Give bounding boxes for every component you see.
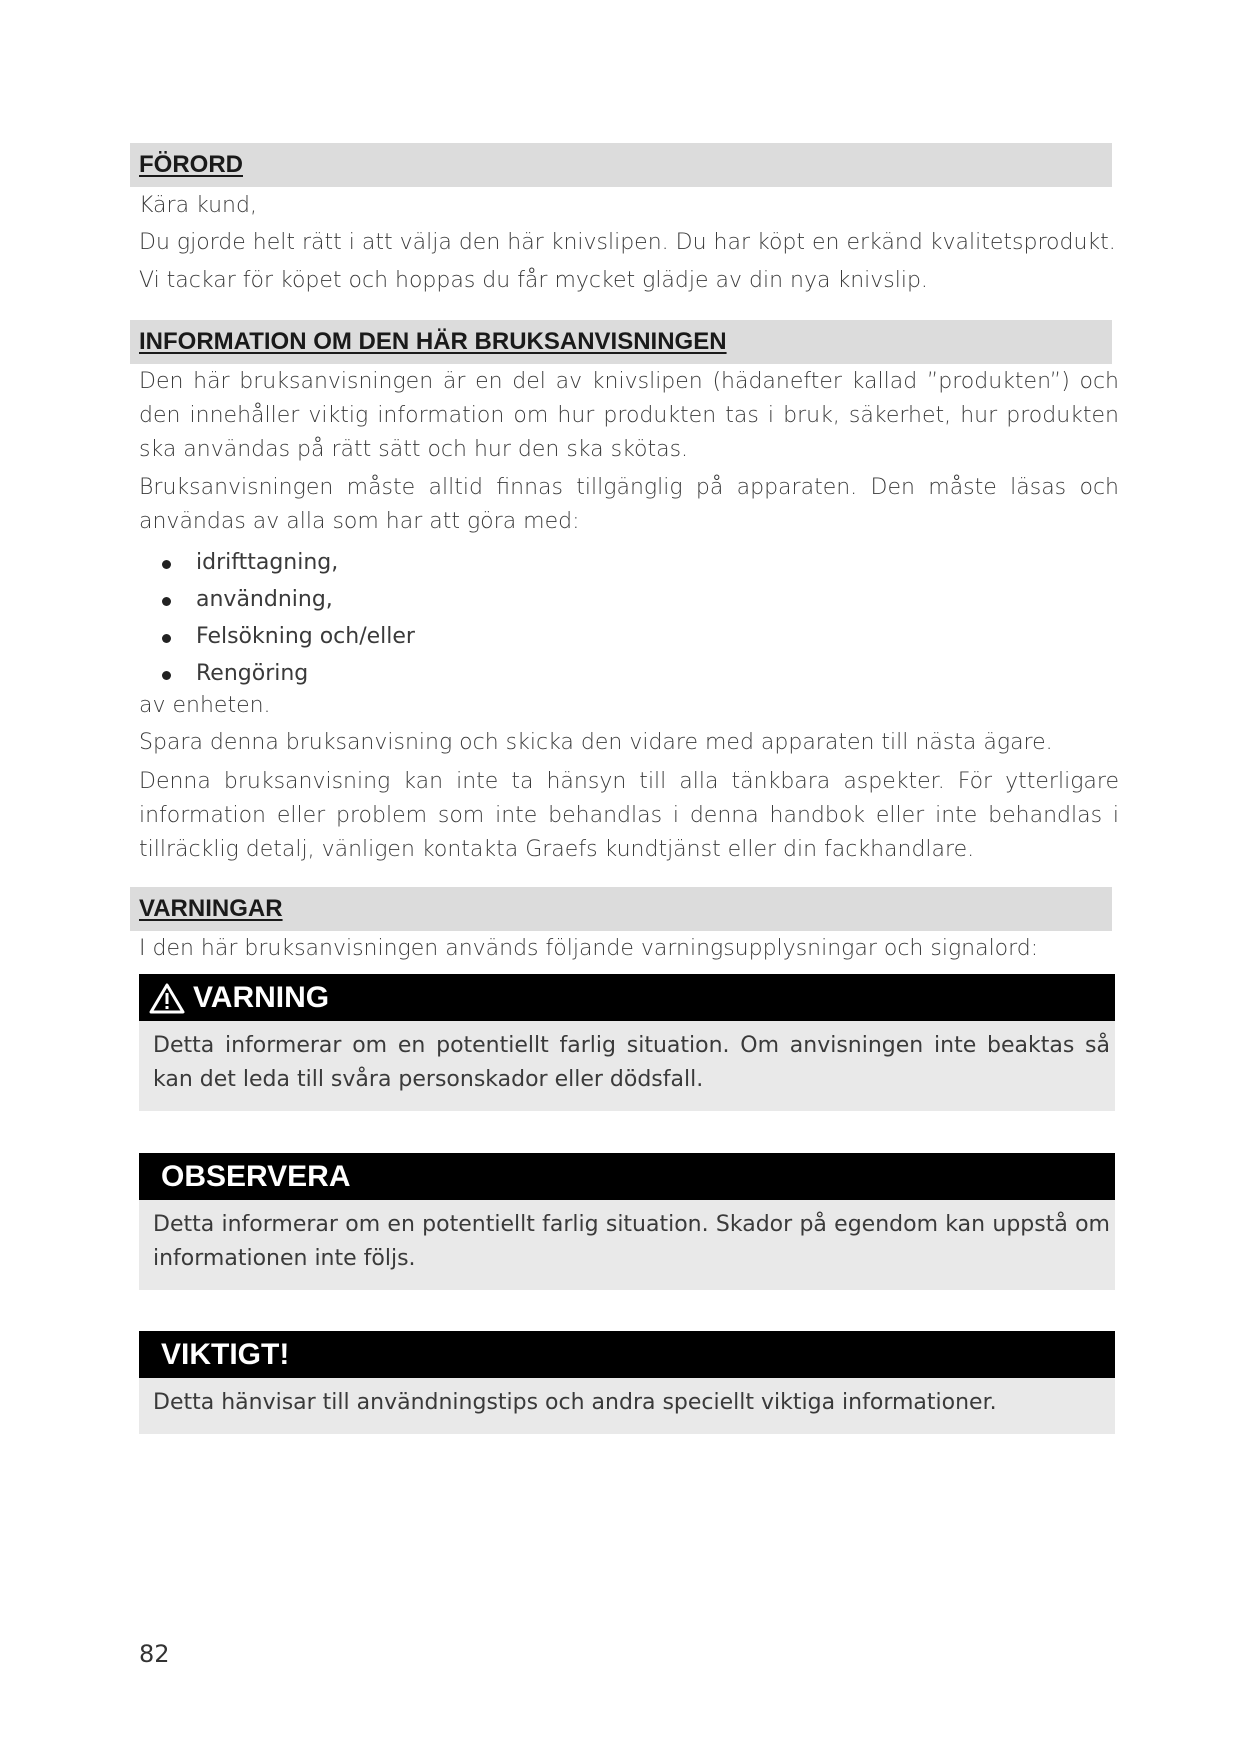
foreword-line-3: Vi tackar för köpet och hoppas du får mycket glädje av din nya knivslip. xyxy=(139,268,928,293)
after-bullets-text: av enheten. xyxy=(139,693,271,718)
warnings-intro: I den här bruksanvisningen används följande varningsupplysningar och signalord: xyxy=(139,936,1039,961)
greeting-line: Kära kund, xyxy=(139,193,257,218)
bullet-item: Rengöring xyxy=(160,655,415,692)
warning-box-title: VARNING xyxy=(193,980,330,1014)
important-box xyxy=(139,1331,1115,1434)
caution-box xyxy=(139,1153,1115,1290)
usage-bullet-list xyxy=(160,544,415,692)
important-box-text: Detta hänvisar till användningstips och andra speciellt viktiga informationer. xyxy=(139,1378,1115,1434)
foreword-line-2: Du gjorde helt rätt i att välja den här knivslipen. Du har köpt en erkänd kvalitetsprodukt. xyxy=(139,230,1116,255)
warning-triangle-icon xyxy=(149,982,185,1014)
caution-box-header xyxy=(139,1153,1115,1200)
section-heading-info: INFORMATION OM DEN HÄR BRUKSANVISNINGEN xyxy=(130,320,1112,364)
important-box-header xyxy=(139,1331,1115,1378)
warning-box xyxy=(139,974,1115,1111)
info-paragraph-1: Den här bruksanvisningen är en del av knivslipen (hädanefter kallad ”produkten”) och den innehåller viktig information om hur produkten tas i bruk, säkerhet, hur produkten ska användas på rätt sätt och hur den ska skötas. xyxy=(139,369,1119,462)
section-heading-warnings: VARNINGAR xyxy=(130,887,1112,931)
warning-box-text: Detta informerar om en potentiellt farlig situation. Om anvisningen inte beaktas så kan det leda till svåra personskador eller dödsfall. xyxy=(139,1021,1115,1111)
caution-box-title: OBSERVERA xyxy=(161,1159,351,1193)
bullet-item: idrifttagning, xyxy=(160,544,415,581)
info-paragraph-4: Denna bruksanvisning kan inte ta hänsyn till alla tänkbara aspekter. För ytterligare information eller problem som inte behandlas i denna handbok eller inte behandlas i tillräcklig detalj, vänligen kontakta Graefs kundtjänst eller din fackhandlare. xyxy=(139,769,1119,862)
section-heading-foreword: FÖRORD xyxy=(130,143,1112,187)
warning-box-header xyxy=(139,974,1115,1021)
info-paragraph-3: Spara denna bruksanvisning och skicka den vidare med apparaten till nästa ägare. xyxy=(139,730,1053,755)
caution-box-text: Detta informerar om en potentiellt farlig situation. Skador på egendom kan uppstå om informationen inte följs. xyxy=(139,1200,1115,1290)
info-paragraph-2: Bruksanvisningen måste alltid finnas tillgänglig på apparaten. Den måste läsas och användas av alla som har att göra med: xyxy=(139,475,1119,534)
page-number: 82 xyxy=(139,1640,170,1668)
bullet-item: Felsökning och/eller xyxy=(160,618,415,655)
important-box-title: VIKTIGT! xyxy=(161,1337,290,1371)
bullet-item: användning, xyxy=(160,581,415,618)
